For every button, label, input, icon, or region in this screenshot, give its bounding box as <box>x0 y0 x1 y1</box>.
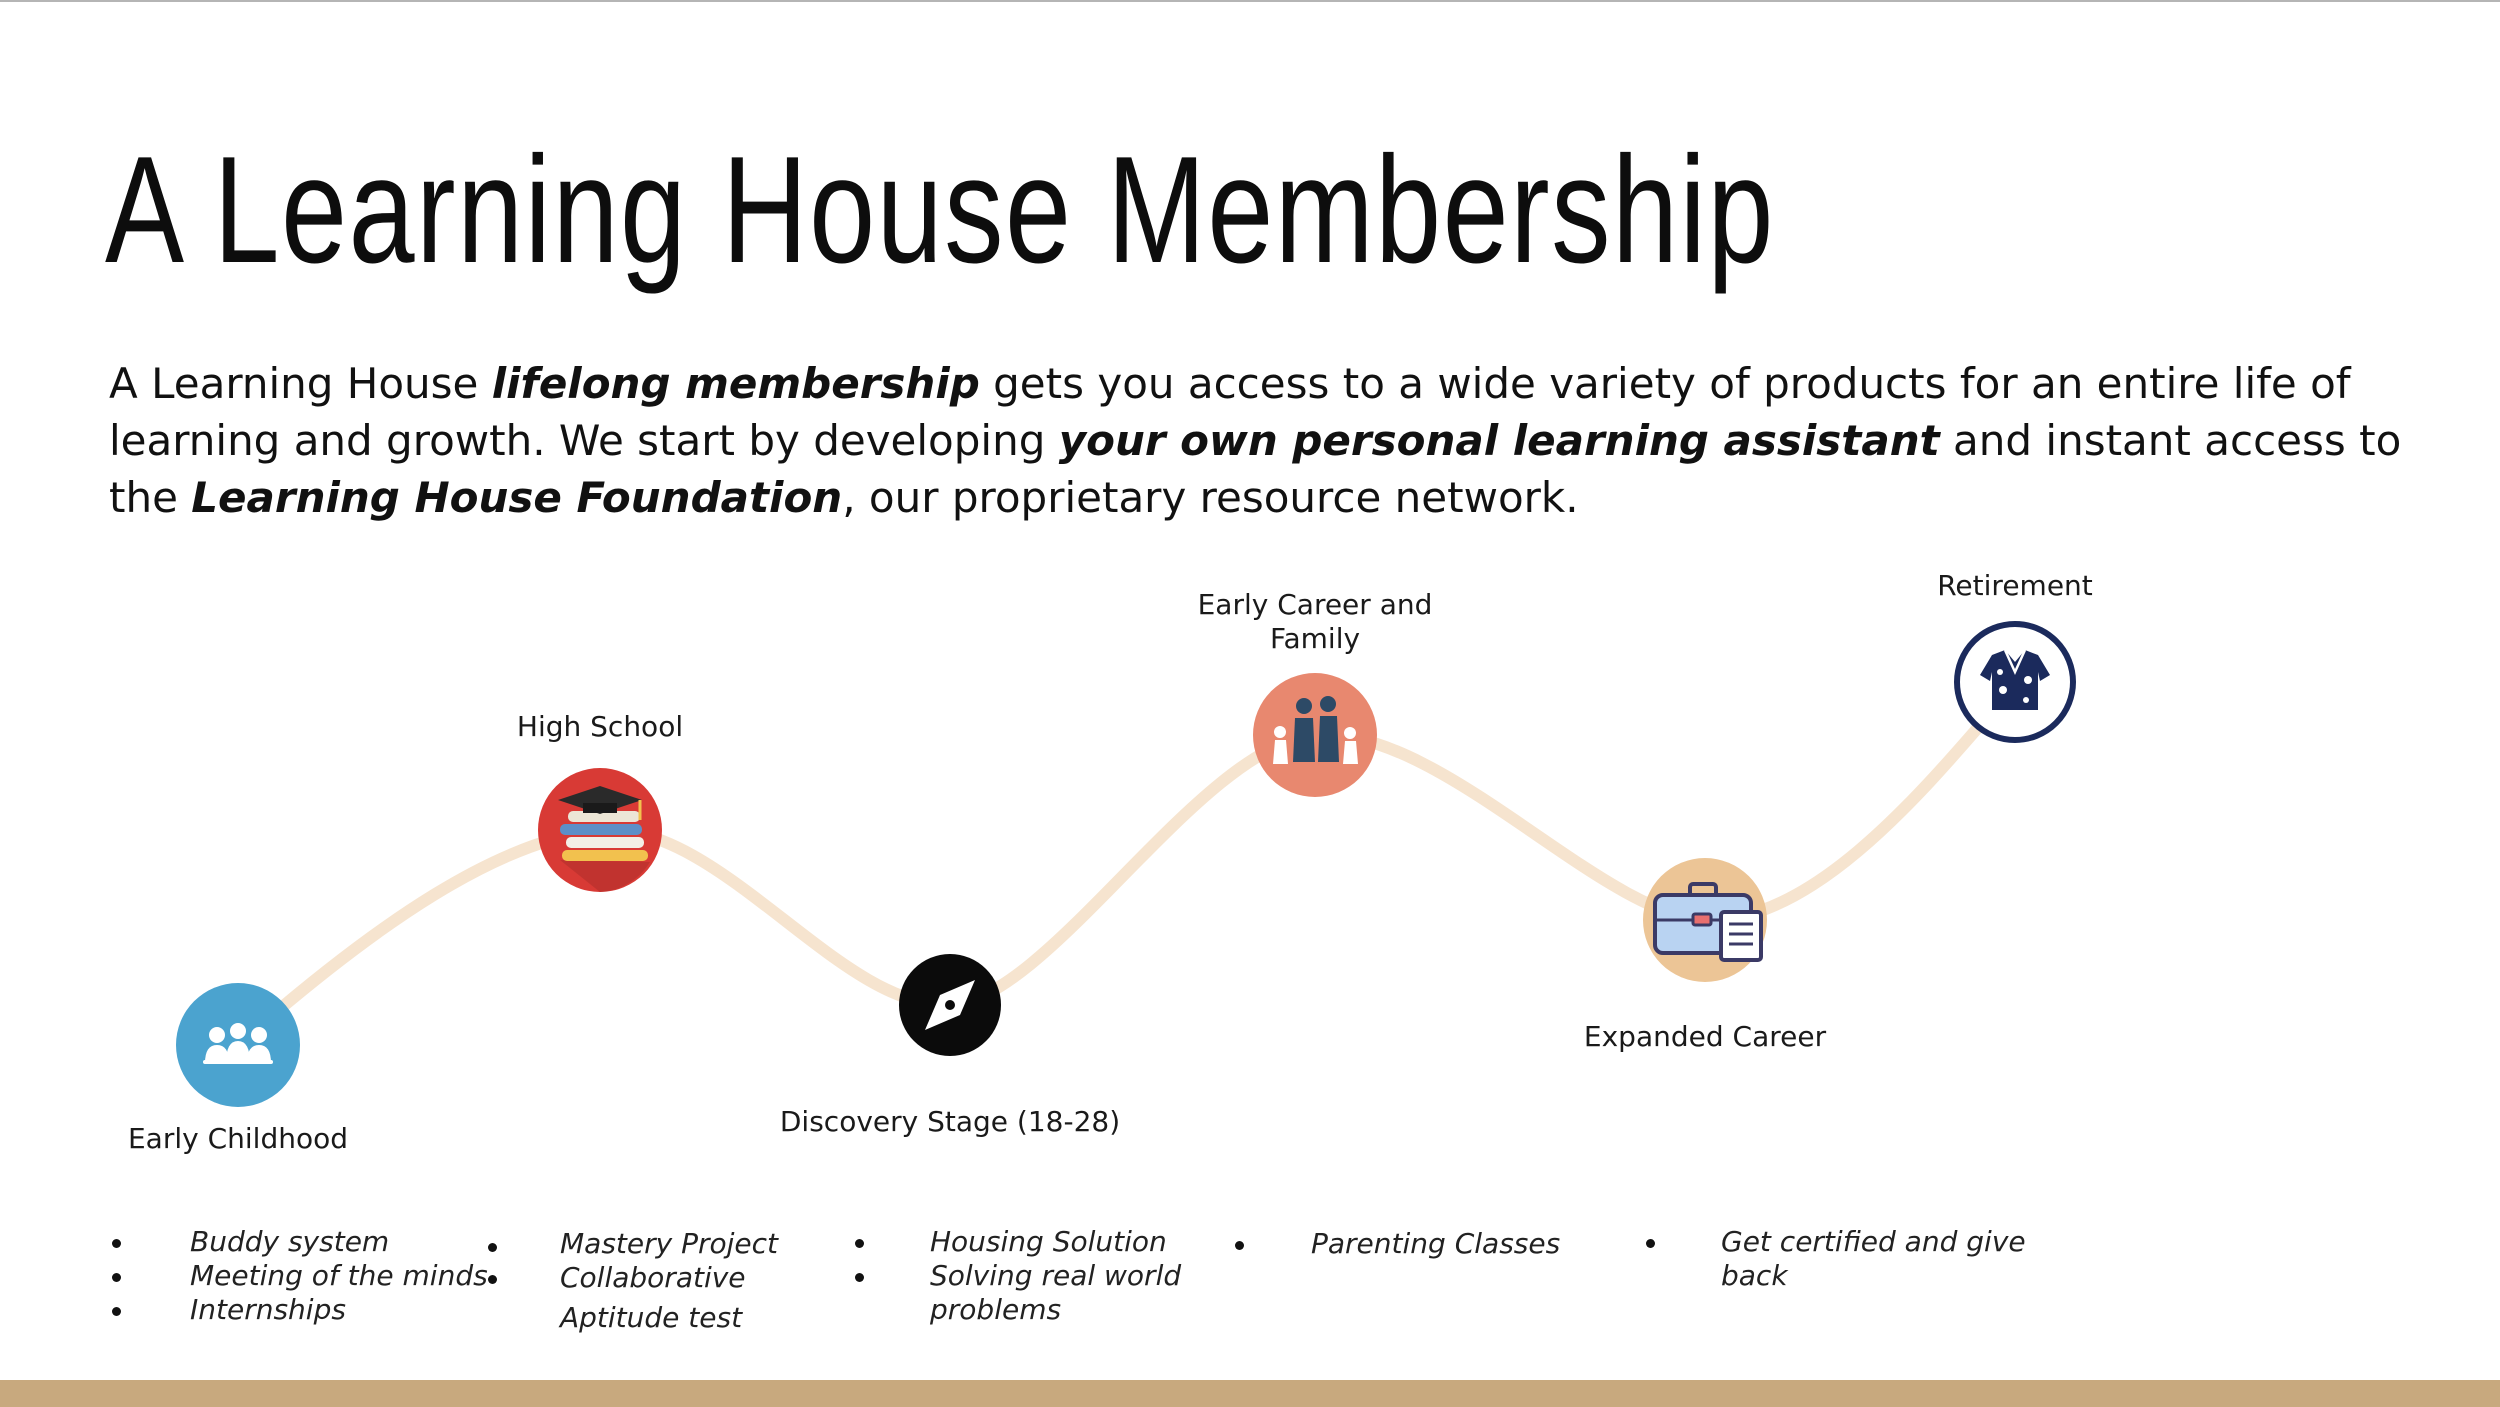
list-item: Get certified and give <box>1646 1225 2026 1259</box>
early-career-family-node <box>1253 673 1377 797</box>
expanded-career-node <box>1643 858 1767 982</box>
stage-label-high-school: High School <box>516 710 684 743</box>
list-item: problems <box>930 1293 1062 1326</box>
list-item: Internships <box>112 1293 488 1327</box>
bullet-list-expanded-career <box>1646 1225 2026 1293</box>
intro-emphasis-assistant: your own personal learning assistant <box>1058 416 1940 465</box>
intro-emphasis-foundation: Learning House Foundation <box>191 473 843 522</box>
intro-text-3: and instant access to the <box>109 416 2402 522</box>
list-item: Collaborative <box>488 1261 778 1295</box>
bullet-list-early-career <box>1235 1227 1560 1261</box>
stage-label-early-career-line1: Early Career and <box>1197 588 1433 621</box>
list-item: back <box>1721 1259 1788 1292</box>
list-item: Aptitude test <box>560 1301 743 1334</box>
stage-label-retirement: Retirement <box>1937 569 2093 602</box>
discovery-stage-node <box>899 954 1001 1056</box>
list-item: Parenting Classes <box>1235 1227 1560 1261</box>
high-school-node <box>538 768 662 892</box>
bullet-list-discovery <box>855 1225 1181 1327</box>
early-childhood-node <box>176 983 300 1107</box>
list-item: Meeting of the minds <box>112 1259 488 1293</box>
timeline-path <box>238 685 2015 1045</box>
retirement-node <box>1957 624 2073 740</box>
intro-text-2: gets you access to a wide variety of products for an entire life of learning and growth. We start by developing <box>109 359 2351 465</box>
list-item: Mastery Project <box>488 1227 778 1261</box>
intro-emphasis-lifelong: lifelong membership <box>491 359 980 408</box>
stage-label-early-career-line2: Family <box>1269 622 1361 655</box>
list-item: Housing Solution <box>855 1225 1181 1259</box>
bullet-list-high-school <box>488 1225 778 1334</box>
stage-label-discovery-stage: Discovery Stage (18-28) <box>779 1105 1121 1138</box>
stage-label-early-career-family <box>1198 588 1433 656</box>
bottom-accent-bar <box>0 1380 2500 1407</box>
slide-title: A Learning House Membership <box>105 125 1775 295</box>
bullet-list-early-childhood <box>112 1225 488 1327</box>
list-item: Solving real world <box>855 1259 1181 1293</box>
stage-label-early-childhood: Early Childhood <box>127 1122 349 1155</box>
intro-text-1: A Learning House <box>109 359 492 408</box>
briefcase-icon <box>1655 884 1761 960</box>
list-item: Buddy system <box>112 1225 488 1259</box>
intro-text-4: , our proprietary resource network. <box>842 473 1579 522</box>
stage-label-expanded-career: Expanded Career <box>1583 1020 1827 1053</box>
